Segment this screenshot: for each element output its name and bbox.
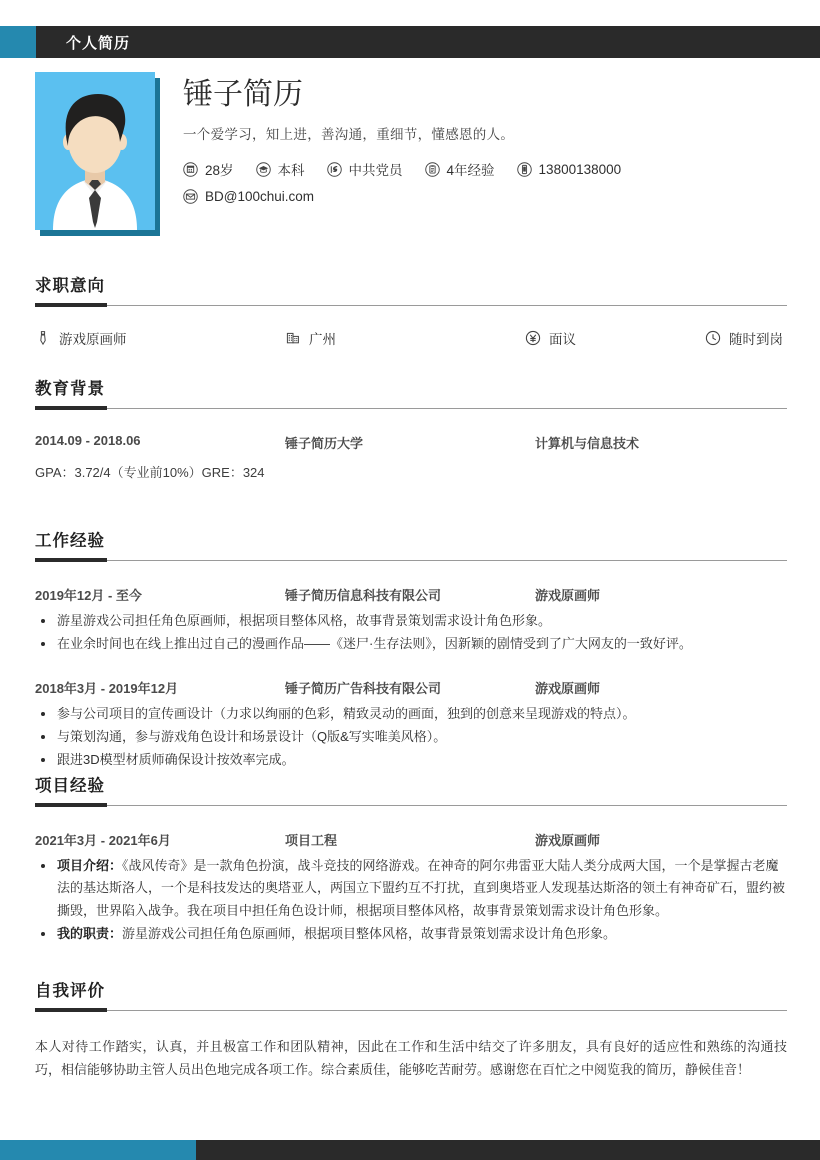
intent-value-city: 广州 bbox=[309, 332, 336, 347]
project-entry-header bbox=[35, 830, 787, 849]
section-header-work-experience bbox=[35, 527, 787, 558]
project-bullet-label: 我的职责： bbox=[57, 926, 123, 942]
project-entry bbox=[35, 830, 787, 945]
work-entry bbox=[35, 678, 787, 772]
section-project-experience bbox=[35, 772, 787, 946]
page-title: 个人简历 bbox=[66, 34, 131, 52]
work-bullet-list bbox=[35, 703, 787, 772]
graduation-cap-icon bbox=[256, 162, 271, 177]
section-header-project-experience bbox=[35, 772, 787, 803]
list-item: 跟进3D模型材质师确保设计按效率完成。 bbox=[35, 749, 787, 771]
candidate-meta-list bbox=[183, 159, 790, 214]
party-emblem-icon bbox=[327, 162, 342, 177]
profile-header bbox=[0, 72, 820, 244]
list-item: 与策划沟通，参与游戏角色设计和场景设计（Q版&写实唯美风格）。 bbox=[35, 726, 787, 748]
education-period: 2014.09 - 2018.06 bbox=[35, 433, 141, 448]
meta-item-political-status bbox=[327, 159, 403, 179]
section-divider-project-experience bbox=[35, 805, 787, 806]
list-item: 在业余时间也在线上推出过自己的漫画作品——《迷尸·生存法则》，因新颖的剧情受到了广大网友的一致好评。 bbox=[35, 633, 787, 655]
meta-value-email: BD@100chui.com bbox=[205, 189, 315, 204]
list-item bbox=[35, 855, 787, 922]
footer-bar bbox=[0, 1140, 820, 1160]
work-period: 2018年3月 - 2019年12月 bbox=[35, 680, 179, 696]
person-avatar-icon bbox=[35, 72, 155, 230]
work-company: 锤子简历信息科技有限公司 bbox=[285, 588, 442, 603]
work-role: 游戏原画师 bbox=[535, 588, 601, 603]
meta-item-experience bbox=[425, 159, 495, 179]
meta-item-age bbox=[183, 159, 234, 179]
section-header-self-evaluation bbox=[35, 977, 787, 1008]
avatar bbox=[35, 72, 157, 234]
calendar-icon bbox=[183, 162, 198, 177]
section-divider-self-evaluation bbox=[35, 1010, 787, 1011]
list-item bbox=[35, 923, 787, 945]
intent-value-salary: 面议 bbox=[549, 332, 576, 347]
candidate-name: 锤子简历 bbox=[183, 78, 303, 111]
phone-icon bbox=[517, 162, 532, 177]
project-bullet-label: 项目介绍： bbox=[57, 858, 123, 873]
clipboard-icon bbox=[425, 162, 440, 177]
job-intention-row bbox=[35, 328, 787, 348]
candidate-tagline: 一个爱学习，知上进，善沟通，重细节，懂感恩的人。 bbox=[183, 127, 515, 142]
education-major: 计算机与信息技术 bbox=[535, 436, 640, 451]
education-detail: GPA：3.72/4（专业前10%）GRE：324 bbox=[35, 465, 265, 480]
building-icon bbox=[285, 330, 301, 346]
footer-accent-block bbox=[0, 1140, 196, 1160]
section-work-experience bbox=[35, 527, 787, 773]
footer-dark-block bbox=[196, 1140, 820, 1160]
section-title-work-experience: 工作经验 bbox=[35, 532, 105, 550]
intent-item-salary bbox=[525, 328, 705, 348]
work-bullet-list bbox=[35, 610, 787, 656]
clock-icon bbox=[705, 330, 721, 346]
meta-item-education bbox=[256, 159, 305, 179]
section-divider-work-experience bbox=[35, 560, 787, 561]
profile-details bbox=[183, 78, 790, 214]
list-item: 参与公司项目的宣传画设计（力求以绚丽的色彩，精致灵动的画面，独到的创意来呈现游戏的特点）。 bbox=[35, 703, 787, 725]
top-title-bar bbox=[0, 26, 820, 58]
education-school: 锤子简历大学 bbox=[285, 436, 364, 451]
intent-item-city bbox=[285, 328, 525, 348]
meta-item-phone bbox=[517, 162, 622, 177]
yen-icon bbox=[525, 330, 541, 346]
section-title-job-intention: 求职意向 bbox=[35, 277, 105, 295]
section-job-intention bbox=[35, 272, 787, 348]
intent-item-availability bbox=[705, 328, 787, 348]
section-education bbox=[35, 375, 787, 483]
section-divider-education bbox=[35, 408, 787, 409]
meta-value-education: 本科 bbox=[277, 163, 305, 178]
work-role: 游戏原画师 bbox=[535, 680, 601, 696]
meta-value-phone: 13800138000 bbox=[538, 161, 622, 177]
project-role: 游戏原画师 bbox=[535, 833, 601, 848]
avatar-photo bbox=[35, 72, 155, 230]
work-period: 2019年12月 - 至今 bbox=[35, 588, 142, 603]
project-name: 项目工程 bbox=[285, 833, 338, 848]
section-header-job-intention bbox=[35, 272, 787, 303]
work-entry-header bbox=[35, 678, 787, 697]
list-item: 游星游戏公司担任角色原画师，根据项目整体风格，故事背景策划需求设计角色形象。 bbox=[35, 610, 787, 632]
project-bullet-text: 《战风传奇》是一款角色扮演，战斗竞技的网络游戏。在神奇的阿尔弗雷亚大陆人类分成两大国，一个是掌握古老魔法的基达斯洛人，一个是科技发达的奥塔亚人，两国立下盟约互不打扰，直到奥塔亚人发现基达斯洛的领土有神奇矿石，盟约被撕毁，世界陷入战争。我在项目中担任角色设计师，根据项目整体风格，故事背景策划需求设计角色形象。 bbox=[57, 858, 786, 918]
section-self-evaluation bbox=[35, 977, 787, 1081]
top-bar-accent-block bbox=[0, 26, 36, 58]
work-entry bbox=[35, 585, 787, 656]
self-evaluation-text: 本人对待工作踏实，认真，并且极富工作和团队精神，因此在工作和生活中结交了许多朋友，具有良好的适应性和熟练的沟通技巧，相信能够协助主管人员出色地完成各项工作。综合素质佳，能够吃苦耐劳。感谢您在百忙之中阅览我的简历，静候佳音！ bbox=[35, 1039, 787, 1078]
intent-value-availability: 随时到岗 bbox=[729, 332, 783, 347]
project-bullet-text: 游星游戏公司担任角色原画师，根据项目整体风格，故事背景策划需求设计角色形象。 bbox=[122, 926, 617, 942]
intent-value-position: 游戏原画师 bbox=[59, 332, 127, 347]
meta-item-email bbox=[183, 189, 314, 204]
project-period: 2021年3月 - 2021年6月 bbox=[35, 833, 171, 848]
meta-value-political-status: 中共党员 bbox=[348, 163, 403, 178]
intent-item-position bbox=[35, 328, 285, 348]
meta-value-age: 28岁 bbox=[205, 163, 234, 178]
tie-icon bbox=[35, 330, 51, 346]
work-company: 锤子简历广告科技有限公司 bbox=[285, 680, 442, 696]
envelope-icon bbox=[183, 189, 198, 204]
education-entry-header bbox=[35, 433, 787, 452]
meta-value-experience: 4年经验 bbox=[446, 163, 495, 178]
section-title-project-experience: 项目经验 bbox=[35, 777, 105, 795]
project-bullet-list bbox=[35, 855, 787, 945]
section-divider-job-intention bbox=[35, 305, 787, 306]
section-title-self-evaluation: 自我评价 bbox=[35, 982, 105, 1000]
work-entry-header bbox=[35, 585, 787, 604]
section-header-education bbox=[35, 375, 787, 406]
education-entry bbox=[35, 433, 787, 483]
section-title-education: 教育背景 bbox=[35, 380, 105, 398]
